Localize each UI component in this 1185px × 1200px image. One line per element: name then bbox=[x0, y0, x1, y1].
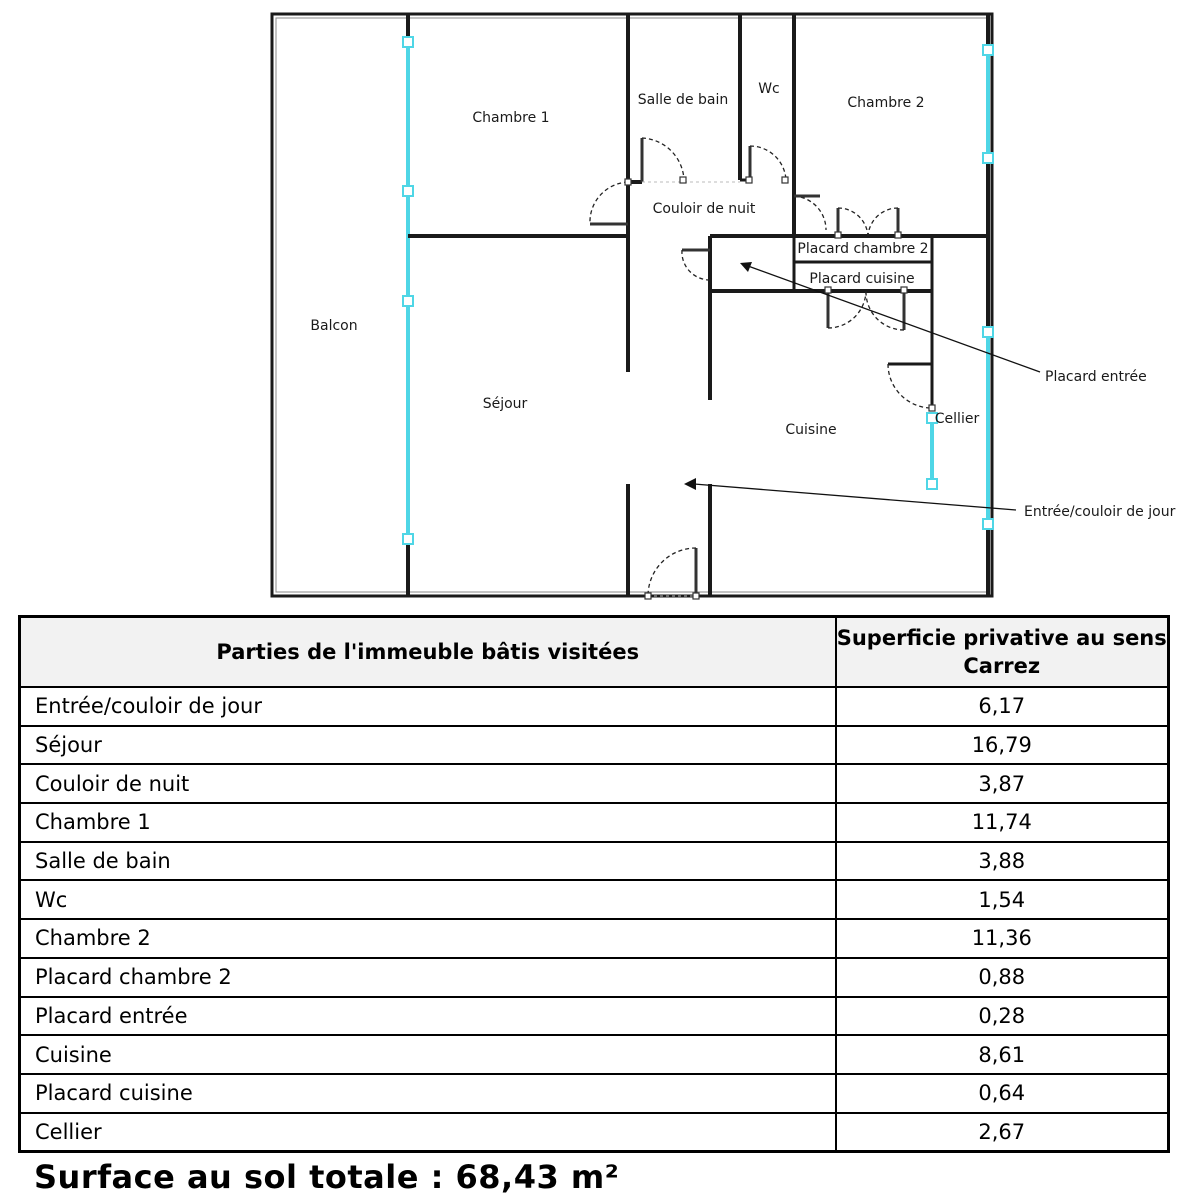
room-area: 1,54 bbox=[836, 880, 1169, 919]
label-chambre-2: Chambre 2 bbox=[847, 95, 925, 111]
room-name: Cuisine bbox=[20, 1035, 836, 1074]
doors bbox=[590, 138, 935, 599]
room-name: Placard chambre 2 bbox=[20, 958, 836, 997]
room-name: Salle de bain bbox=[20, 842, 836, 881]
room-area: 3,88 bbox=[836, 842, 1169, 881]
room-name: Séjour bbox=[20, 726, 836, 765]
label-sejour: Séjour bbox=[482, 396, 528, 412]
arrow-entree-couloir bbox=[684, 478, 1016, 510]
surface-table bbox=[18, 615, 1170, 1153]
label-wc: Wc bbox=[758, 81, 780, 97]
room-area: 6,17 bbox=[836, 687, 1169, 726]
room-area: 11,36 bbox=[836, 919, 1169, 958]
room-area: 11,74 bbox=[836, 803, 1169, 842]
label-balcon: Balcon bbox=[310, 318, 358, 334]
room-area: 16,79 bbox=[836, 726, 1169, 765]
table-header-row bbox=[20, 617, 1169, 688]
table-row bbox=[20, 803, 1169, 842]
header-room: Parties de l'immeuble bâtis visitées bbox=[20, 617, 836, 688]
room-name: Placard entrée bbox=[20, 997, 836, 1036]
room-name: Chambre 1 bbox=[20, 803, 836, 842]
table-row bbox=[20, 958, 1169, 997]
room-name: Cellier bbox=[20, 1113, 836, 1152]
table-row bbox=[20, 880, 1169, 919]
table-row bbox=[20, 687, 1169, 726]
windows-right bbox=[927, 45, 993, 529]
windows-left bbox=[403, 37, 413, 544]
label-couloir-de-nuit: Couloir de nuit bbox=[652, 201, 756, 217]
label-placard-cuisine: Placard cuisine bbox=[809, 271, 915, 287]
table-row bbox=[20, 726, 1169, 765]
table-row bbox=[20, 764, 1169, 803]
label-cuisine: Cuisine bbox=[785, 422, 837, 438]
table-row bbox=[20, 1074, 1169, 1113]
room-name: Wc bbox=[20, 880, 836, 919]
room-area: 0,64 bbox=[836, 1074, 1169, 1113]
room-name: Couloir de nuit bbox=[20, 764, 836, 803]
label-placard-entree: Placard entrée bbox=[1045, 369, 1147, 385]
room-area: 0,88 bbox=[836, 958, 1169, 997]
table-row bbox=[20, 997, 1169, 1036]
label-salle-de-bain: Salle de bain bbox=[637, 92, 729, 108]
total-surface: Surface au sol totale : 68,43 m² bbox=[34, 1158, 620, 1196]
header-area: Superficie privative au sens Carrez bbox=[836, 617, 1169, 688]
room-area: 8,61 bbox=[836, 1035, 1169, 1074]
room-area: 3,87 bbox=[836, 764, 1169, 803]
room-area: 2,67 bbox=[836, 1113, 1169, 1152]
room-name: Entrée/couloir de jour bbox=[20, 687, 836, 726]
table-row bbox=[20, 919, 1169, 958]
table-row bbox=[20, 842, 1169, 881]
room-name: Placard cuisine bbox=[20, 1074, 836, 1113]
table-row bbox=[20, 1035, 1169, 1074]
label-cellier: Cellier bbox=[934, 411, 980, 427]
room-name: Chambre 2 bbox=[20, 919, 836, 958]
room-area: 0,28 bbox=[836, 997, 1169, 1036]
table-row bbox=[20, 1113, 1169, 1152]
label-placard-chambre-2: Placard chambre 2 bbox=[797, 241, 929, 257]
label-entree-couloir-de-jour: Entrée/couloir de jour bbox=[1024, 504, 1176, 520]
label-chambre-1: Chambre 1 bbox=[472, 110, 550, 126]
